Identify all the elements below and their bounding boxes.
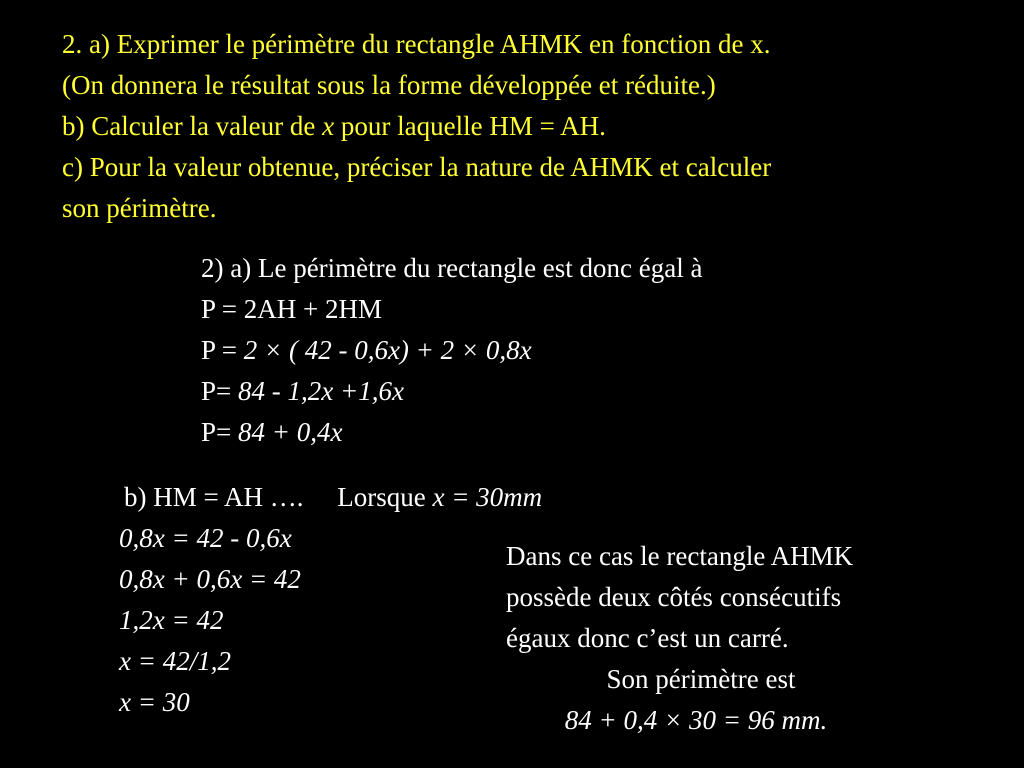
answer-part-b-heading: b) HM = AH …. Lorsque x = 30mm [124, 482, 543, 512]
exercise-question [62, 24, 771, 229]
question-line-note: (On donnera le résultat sous la forme développée et réduite.) [62, 70, 716, 100]
answer-b-equation: x = 42/1,2 [119, 646, 231, 676]
answer-part-a [201, 248, 703, 453]
answer-a-equation-3: P= 84 - 1,2x +1,6x [201, 376, 404, 406]
answer-c-perimeter-label: Son périmètre est [606, 664, 796, 694]
answer-part-b-equations [119, 518, 301, 723]
answer-b-equation: 0,8x = 42 - 0,6x [119, 523, 292, 553]
variable-x: x [322, 111, 335, 141]
answer-a-equation-1: P = 2AH + 2HM [201, 294, 382, 324]
answer-b-equation: 1,2x = 42 [119, 605, 224, 635]
answer-a-equation-2: P = 2 × ( 42 - 0,6x) + 2 × 0,8x [201, 335, 532, 365]
answer-c-line-2: possède deux côtés consécutifs [506, 582, 842, 612]
question-line-b: b) Calculer la valeur de x pour laquelle HM = AH. [62, 111, 606, 141]
answer-a-intro: 2) a) Le périmètre du rectangle est donc égal à [201, 253, 703, 283]
question-line-c-end: son périmètre. [62, 193, 217, 223]
answer-c-line-3: égaux donc c’est un carré. [506, 623, 789, 653]
answer-c-perimeter-result: 84 + 0,4 × 30 = 96 mm. [564, 705, 828, 735]
answer-b-equation: 0,8x + 0,6x = 42 [119, 564, 301, 594]
answer-b-equation: x = 30 [119, 687, 190, 717]
answer-part-c [506, 536, 956, 741]
question-line-c: c) Pour la valeur obtenue, préciser la nature de AHMK et calculer [62, 152, 772, 182]
question-line-a: 2. a) Exprimer le périmètre du rectangle AHMK en fonction de x. [62, 29, 771, 59]
answer-a-equation-4: P= 84 + 0,4x [201, 417, 343, 447]
answer-b-value: x = 30mm [432, 482, 543, 512]
answer-c-line-1: Dans ce cas le rectangle AHMK [506, 541, 854, 571]
